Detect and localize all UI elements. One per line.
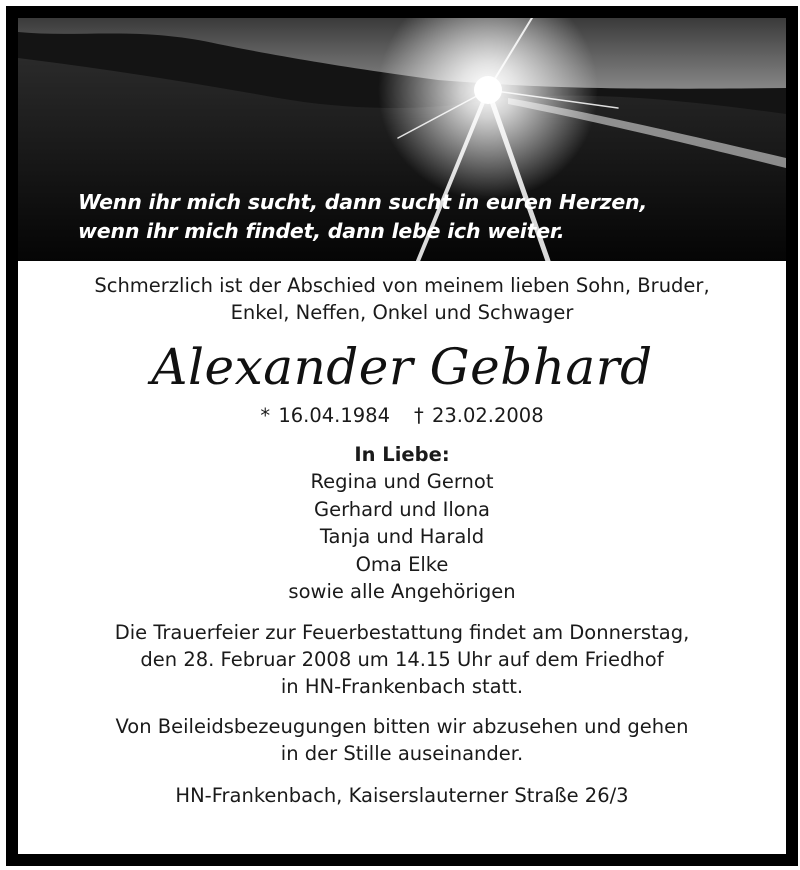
- life-dates: [18, 402, 786, 429]
- obituary-text: [18, 261, 786, 809]
- mourner-entry: Gerhard und Ilona: [313, 497, 491, 521]
- funeral-details: [18, 619, 786, 700]
- memorial-quote: [78, 188, 647, 246]
- funeral-line: in HN-Frankenbach statt.: [280, 674, 524, 698]
- death-date: † 23.02.2008: [414, 404, 544, 427]
- intro-text: [18, 272, 786, 326]
- deceased-name: Alexander Gebhard: [151, 338, 653, 396]
- family-address: HN-Frankenbach, Kaiserslauterner Straße 26/3: [175, 783, 629, 807]
- quote-line: wenn ihr mich findet, dann lebe ich weiter.: [78, 219, 565, 243]
- mourners-list: [18, 468, 786, 606]
- intro-line: Enkel, Neffen, Onkel und Schwager: [230, 301, 574, 324]
- quote-line: Wenn ihr mich sucht, dann sucht in euren Herzen,: [78, 190, 648, 214]
- funeral-line: Die Trauerfeier zur Feuerbestattung findet am Donnerstag,: [114, 620, 690, 644]
- mourner-entry: sowie alle Angehörigen: [288, 580, 516, 603]
- condolence-line: Von Beileidsbezeugungen bitten wir abzusehen und gehen: [115, 714, 689, 738]
- mourners-heading: In Liebe:: [354, 443, 450, 466]
- mourner-entry: Regina und Gernot: [310, 470, 494, 493]
- intro-line: Schmerzlich ist der Abschied von meinem lieben Sohn, Bruder,: [94, 274, 710, 297]
- obituary-frame: [6, 6, 798, 866]
- mourner-entry: Oma Elke: [355, 552, 449, 576]
- birth-date: * 16.04.1984: [260, 404, 390, 427]
- condolence-line: in der Stille auseinander.: [280, 741, 524, 765]
- condolence-note: [18, 713, 786, 767]
- mourner-entry: Tanja und Harald: [319, 525, 485, 548]
- funeral-line: den 28. Februar 2008 um 14.15 Uhr auf dem Friedhof: [140, 647, 664, 671]
- sunset-field-photo: [18, 18, 786, 261]
